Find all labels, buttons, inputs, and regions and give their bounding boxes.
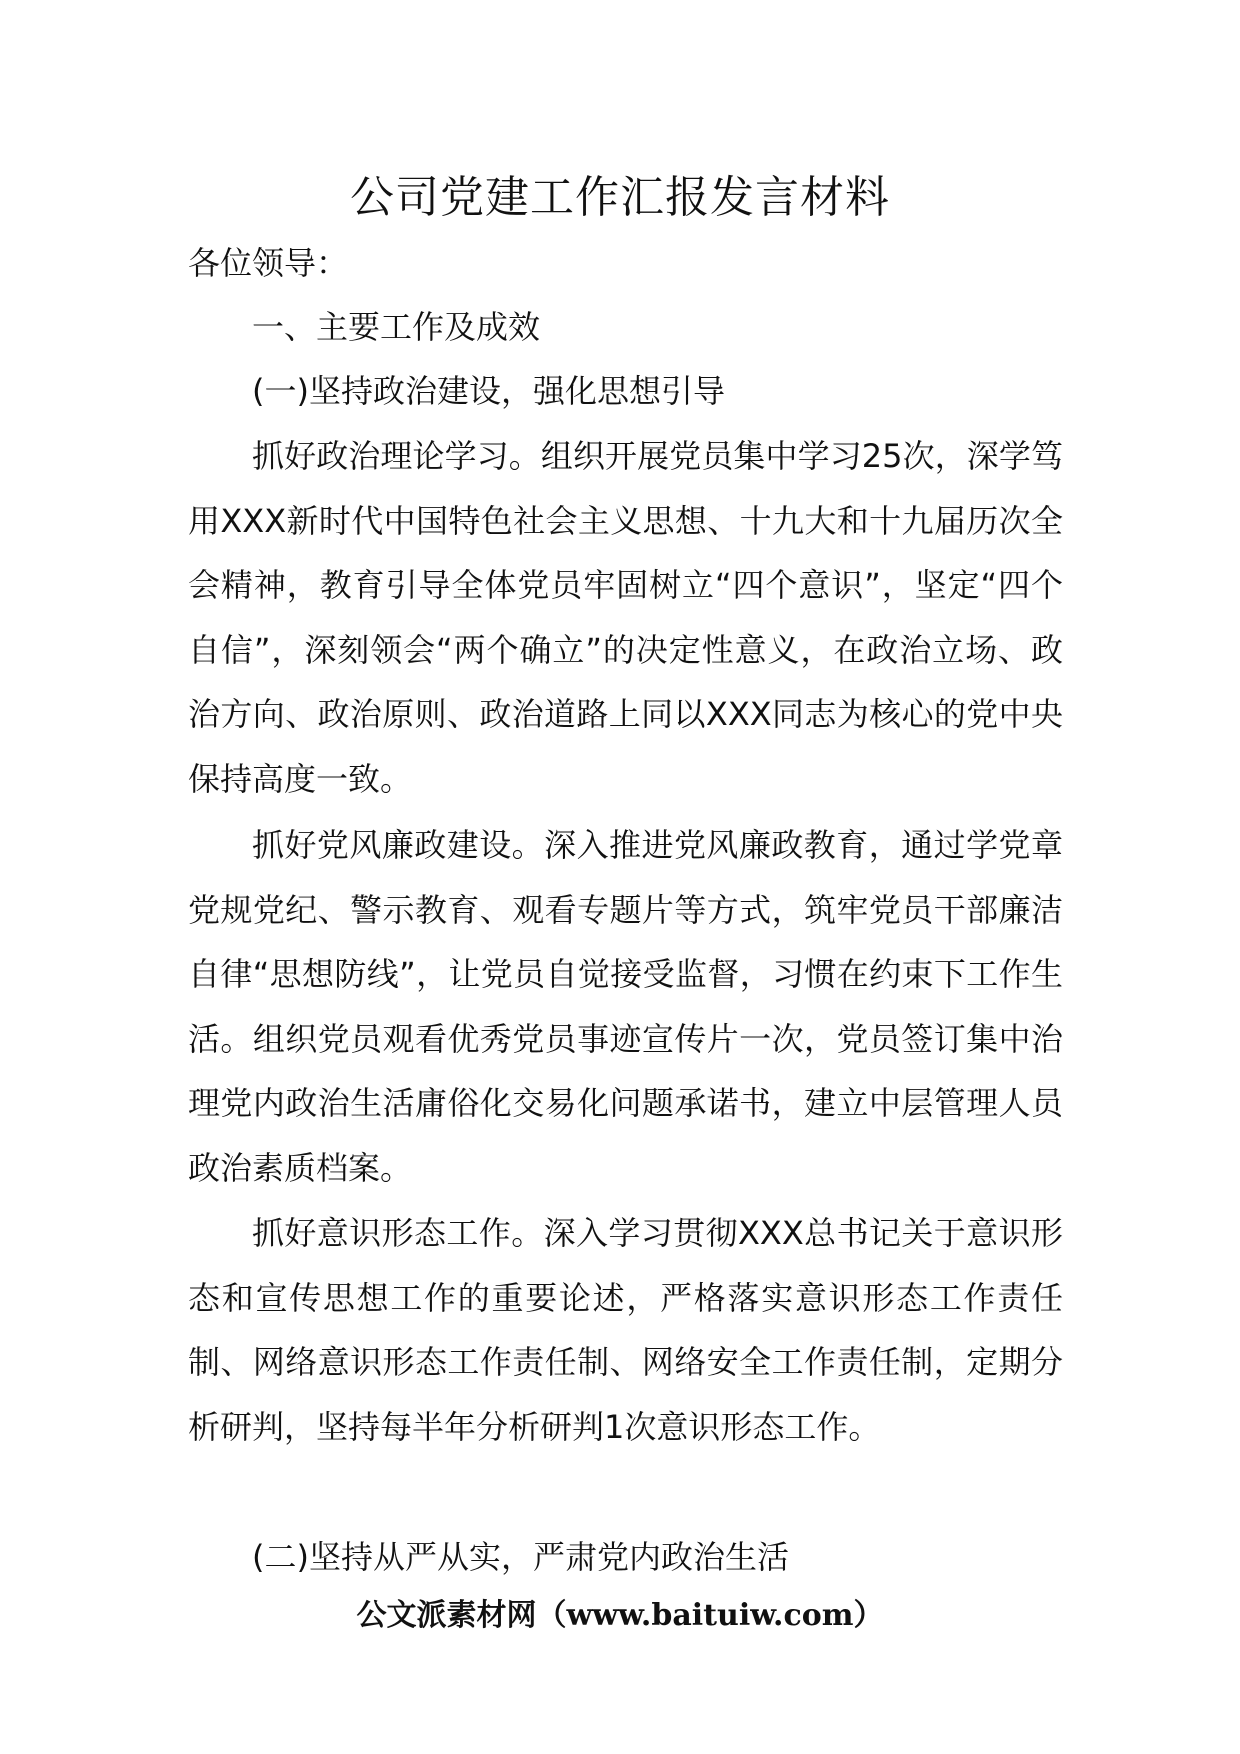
subsection-heading-2: (二)坚持从严从实，严肃党内政治生活 (252, 1538, 789, 1576)
footer-watermark: 公文派素材网（www.baituiw.com） (356, 1598, 884, 1633)
section-heading: 一、主要工作及成效 (252, 308, 541, 346)
paragraph-integrity-building: 抓好党风廉政建设。深入推进党风廉政教育，通过学党章党规党纪、警示教育、观看专题片等方式，筑牢党员干部廉洁自律“思想防线”，让党员自觉接受监督，习惯在约束下工作生活。组织党员观看优秀党员事迹宣传片一次，党员签订集中治理党内政治生活庸俗化交易化问题承诺书，建立中层管理人员政治素质档案。 (188, 826, 1063, 1187)
subsection-heading-1: (一)坚持政治建设，强化思想引导 (252, 372, 725, 410)
document-title: 公司党建工作汇报发言材料 (350, 172, 890, 223)
paragraph-ideology-work: 抓好意识形态工作。深入学习贯彻XXX总书记关于意识形态和宣传思想工作的重要论述，严格落实意识形态工作责任制、网络意识形态工作责任制、网络安全工作责任制，定期分析研判，坚持每半年分析研判1次意识形态工作。 (188, 1214, 1063, 1446)
paragraph-political-study: 抓好政治理论学习。组织开展党员集中学习25次，深学笃用XXX新时代中国特色社会主义思想、十九大和十九届历次全会精神，教育引导全体党员牢固树立“四个意识”，坚定“四个自信”，深刻领会“两个确立”的决定性意义，在政治立场、政治方向、政治原则、政治道路上同以XXX同志为核心的党中央保持高度一致。 (188, 437, 1063, 798)
salutation: 各位领导： (188, 244, 349, 282)
